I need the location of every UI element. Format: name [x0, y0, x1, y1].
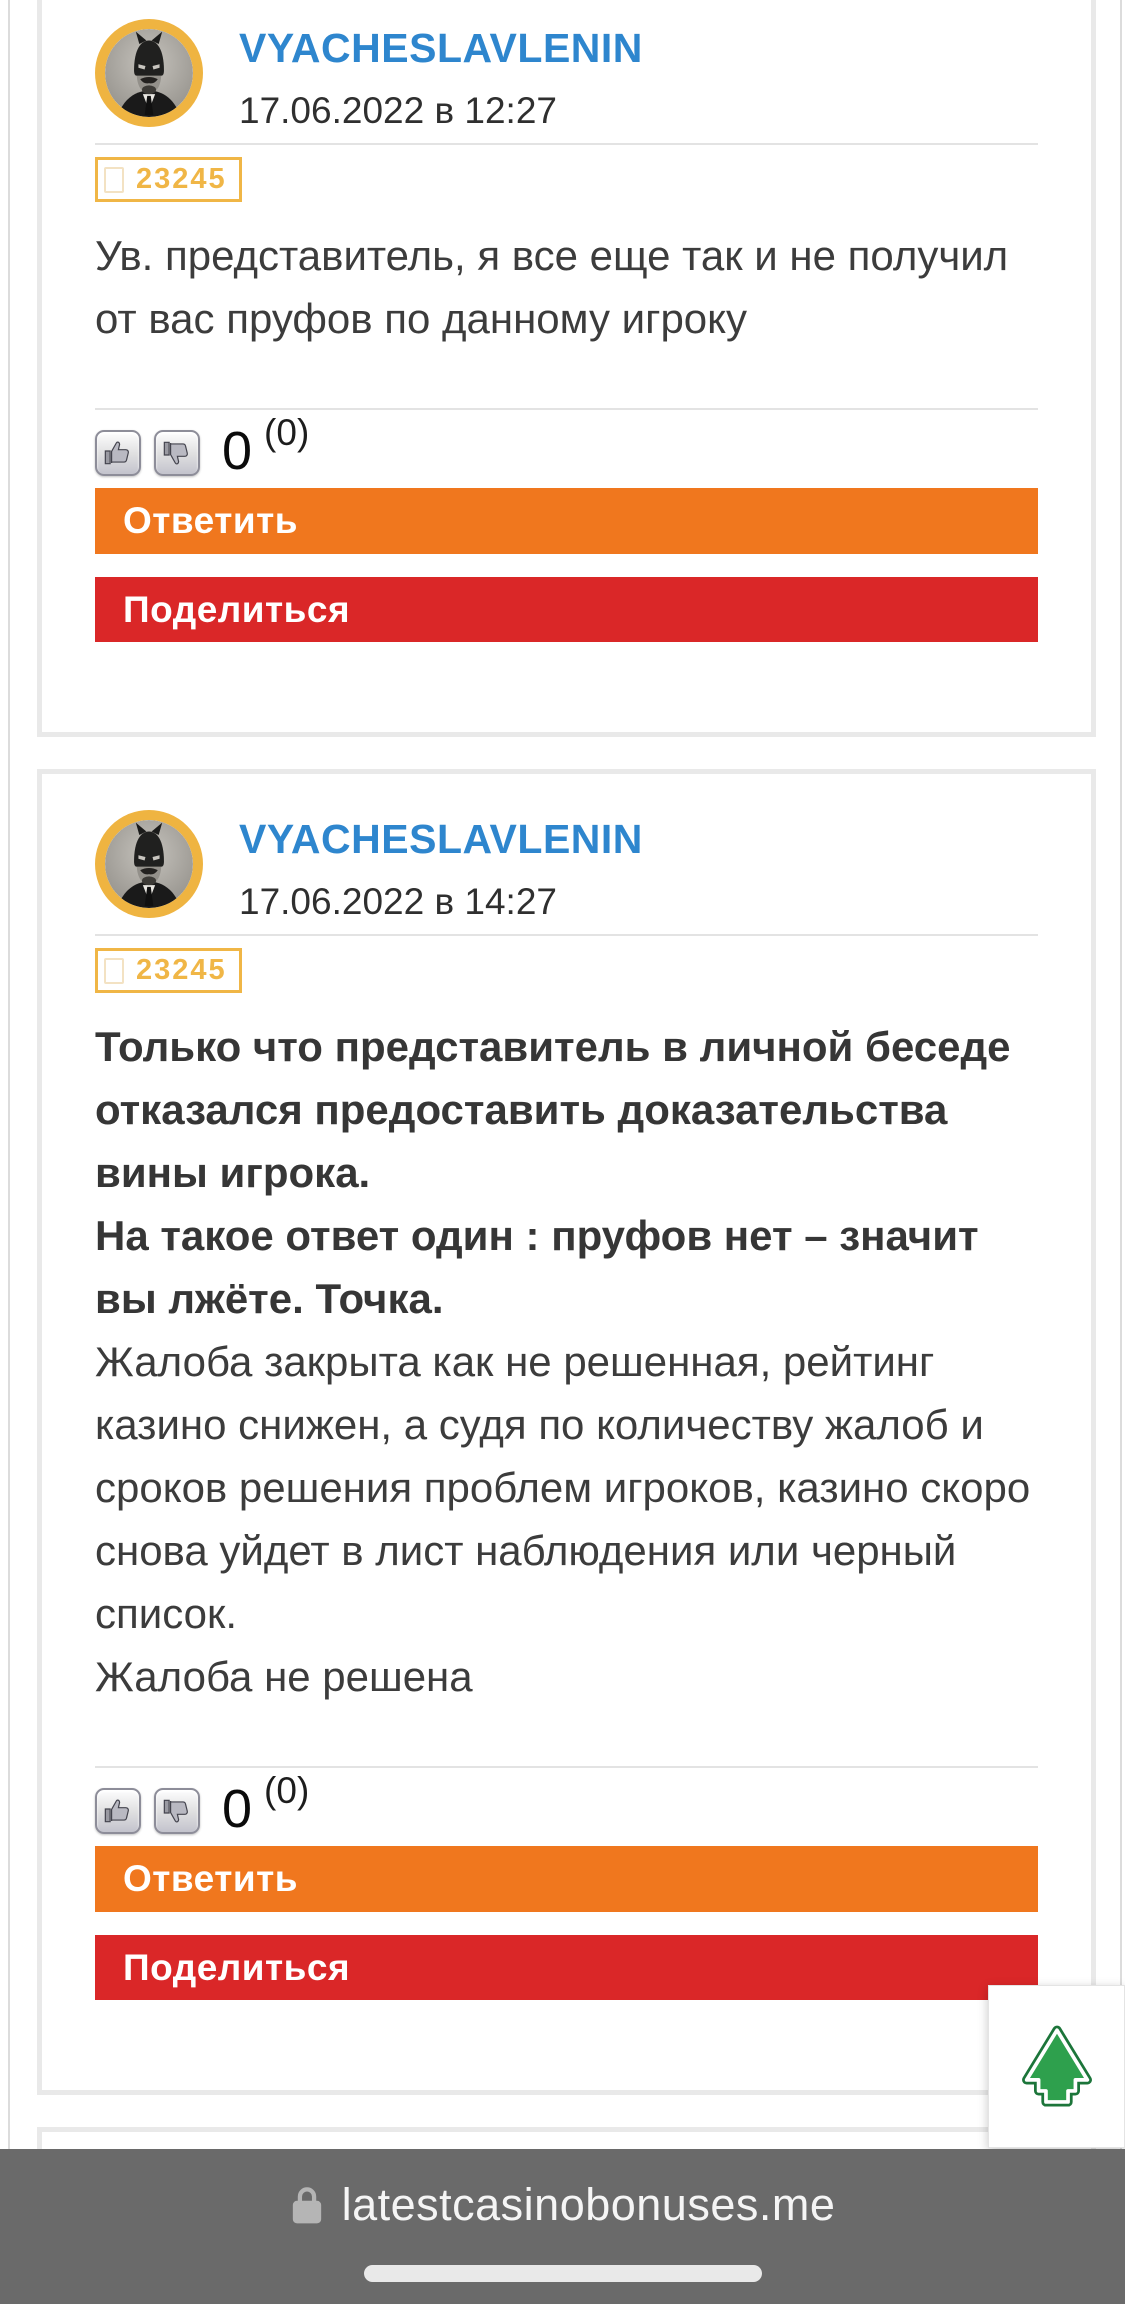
comment-paragraph: На такое ответ один : пруфов нет – значит вы лжёте. Точка.	[95, 1212, 979, 1322]
comment-date: 17.06.2022 в 14:27	[239, 881, 557, 922]
user-posts-badge	[95, 948, 242, 993]
thumbs-up-icon	[102, 437, 134, 469]
vote-count: 0	[222, 1779, 253, 1839]
reply-button[interactable]: Ответить	[95, 1846, 1038, 1912]
badge-placeholder-icon	[104, 167, 124, 193]
url-text: latestcasinobonuses.me	[341, 2179, 836, 2230]
comment-meta	[239, 810, 643, 923]
divider	[95, 1766, 1038, 1768]
comment-card	[37, 769, 1096, 2095]
comment-text	[95, 1015, 1038, 1708]
vote-row	[95, 1770, 1038, 1839]
divider	[95, 408, 1038, 410]
thumbs-down-icon	[161, 437, 193, 469]
browser-url-bar[interactable]	[0, 2149, 1125, 2304]
tree-arrow-up-icon	[1011, 2017, 1103, 2117]
comment-date: 17.06.2022 в 12:27	[239, 90, 557, 131]
comment-card	[37, 0, 1096, 737]
comment-paragraph: Жалоба закрыта как не решенная, рейтинг казино снижен, а судя по количеству жалоб и сроков решения проблем игроков, казино скоро снова уйдет в лист наблюдения или черный список.	[95, 1338, 1031, 1637]
thumbs-up-button[interactable]	[95, 430, 141, 476]
avatar[interactable]	[95, 810, 203, 918]
vote-count: 0	[222, 421, 253, 481]
divider	[95, 143, 1038, 145]
thumbs-up-button[interactable]	[95, 1788, 141, 1834]
comments-list	[8, 0, 1122, 2304]
comment-paragraph: Только что представитель в личной беседе отказался предоставить доказательства вины игрока.	[95, 1023, 1011, 1196]
badge-number: 23245	[136, 163, 227, 195]
thumbs-down-icon	[161, 1795, 193, 1827]
vote-count-detail: (0)	[264, 412, 310, 453]
batman-lenin-avatar-image	[105, 820, 193, 908]
vote-count-detail: (0)	[264, 1770, 310, 1811]
user-posts-badge	[95, 157, 242, 202]
thumbs-down-button[interactable]	[154, 430, 200, 476]
author-link[interactable]: VYACHESLAVLENIN	[239, 25, 643, 71]
reply-button[interactable]: Ответить	[95, 488, 1038, 554]
url-row	[290, 2179, 836, 2231]
badge-placeholder-icon	[104, 958, 124, 984]
author-link[interactable]: VYACHESLAVLENIN	[239, 816, 643, 862]
comment-paragraph: Ув. представитель, я все еще так и не получил от вас пруфов по данному игроку	[95, 232, 1009, 342]
scroll-to-top-button[interactable]	[988, 1985, 1125, 2148]
comment-paragraph: Жалоба не решена	[95, 1653, 473, 1700]
comment-header	[95, 19, 1038, 132]
vote-row	[95, 412, 1038, 481]
lock-icon	[290, 2183, 324, 2227]
thumbs-up-icon	[102, 1795, 134, 1827]
home-indicator[interactable]	[364, 2265, 762, 2282]
share-button[interactable]: Поделиться	[95, 1935, 1038, 2000]
thumbs-down-button[interactable]	[154, 1788, 200, 1834]
share-button[interactable]: Поделиться	[95, 577, 1038, 642]
comment-text	[95, 224, 1038, 350]
batman-lenin-avatar-image	[105, 29, 193, 117]
badge-number: 23245	[136, 954, 227, 986]
avatar[interactable]	[95, 19, 203, 127]
comment-meta	[239, 19, 643, 132]
divider	[95, 934, 1038, 936]
comment-header	[95, 810, 1038, 923]
